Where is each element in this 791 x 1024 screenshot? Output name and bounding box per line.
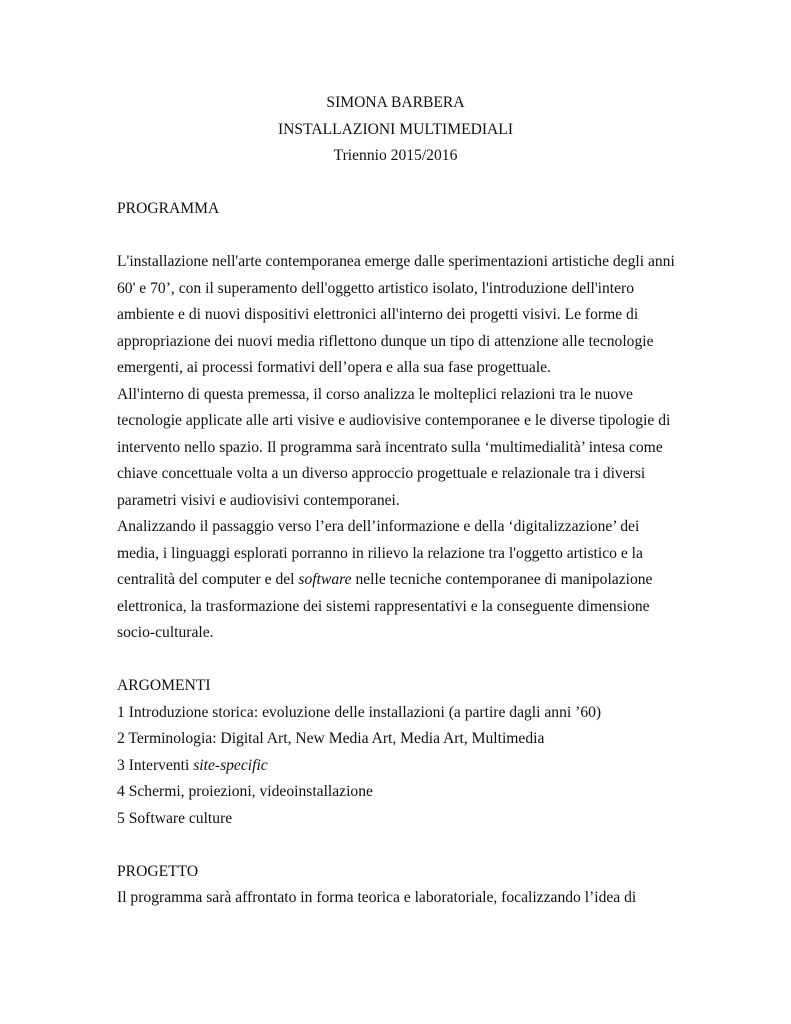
- programma-line: 60' e 70’, con il superamento dell'oggetto artistico isolato, l'introduzione dell'intero: [117, 279, 635, 297]
- spacer: [117, 832, 697, 859]
- programma-line: chiave concettuale volta a un diverso approccio progettuale e relazionale tra i diversi: [117, 465, 646, 482]
- programma-line-software: [117, 567, 697, 594]
- programma-line: ambiente e di nuovi dispositivi elettronici all'interno dei progetti visivi. Le forme di: [117, 306, 639, 323]
- course-term: Triennio 2015/2016: [333, 147, 458, 164]
- section-heading-progetto: PROGETTO: [117, 862, 199, 880]
- argomenti-item: [117, 753, 697, 780]
- programma-line: Analizzando il passaggio verso l’era dell’informazione e della ‘digitalizzazione’ dei: [117, 518, 640, 535]
- text-segment: centralità del computer e del: [117, 571, 299, 588]
- text-segment: 3 Interventi: [117, 756, 194, 774]
- argomenti-list: [117, 700, 697, 833]
- programma-line: intervento nello spazio. Il programma sarà incentrato sulla ‘multimedialità’ intesa come: [117, 438, 663, 456]
- text-segment: nelle tecniche contemporanee di manipolazione: [351, 571, 653, 588]
- section-heading-argomenti: ARGOMENTI: [117, 677, 211, 694]
- course-title: INSTALLAZIONI MULTIMEDIALI: [277, 120, 514, 138]
- argomenti-item: 1 Introduzione storica: evoluzione delle installazioni (a partire dagli anni ’60): [117, 703, 602, 721]
- italic-term-site-specific: site-specific: [193, 756, 268, 774]
- programma-line: All'interno di questa premessa, il corso analizza le molteplici relazioni tra le nuove: [117, 385, 633, 403]
- programma-line: tecnologie applicate alle arti visive e audiovisive contemporanee e le diverse tipologie di: [117, 412, 671, 429]
- programma-line: socio-culturale.: [117, 624, 214, 641]
- section-heading-programma: PROGRAMMA: [117, 200, 220, 217]
- programma-line: parametri visivi e audiovisivi contemporanei.: [117, 491, 400, 509]
- spacer: [117, 223, 697, 250]
- author-name: SIMONA BARBERA: [326, 94, 465, 111]
- progetto-line: Il programma sarà affrontato in forma teorica e laboratoriale, focalizzando l’idea di: [117, 889, 637, 906]
- argomenti-item: 2 Terminologia: Digital Art, New Media Art, Media Art, Multimedia: [117, 730, 545, 747]
- programma-line: elettronica, la trasformazione dei sistemi rappresentativi e la conseguente dimensione: [117, 597, 650, 615]
- document-header: [0, 90, 791, 170]
- programma-line: media, i linguaggi esplorati porranno in rilievo la relazione tra l'oggetto artistico e la: [117, 544, 643, 562]
- spacer: [117, 647, 697, 674]
- argomenti-item: 5 Software culture: [117, 809, 233, 827]
- programma-line: emergenti, ai processi formativi dell’opera e alla sua fase progettuale.: [117, 359, 551, 376]
- argomenti-item: 4 Schermi, proiezioni, videoinstallazione: [117, 783, 373, 800]
- document-body: [117, 196, 697, 912]
- programma-line: appropriazione dei nuovi media riflettono dunque un tipo di attenzione alle tecnologie: [117, 332, 654, 350]
- italic-term-software: software: [298, 571, 352, 588]
- programma-paragraphs: [117, 249, 697, 647]
- programma-line: L'installazione nell'arte contemporanea emerge dalle sperimentazioni artistiche degli anni: [117, 253, 675, 270]
